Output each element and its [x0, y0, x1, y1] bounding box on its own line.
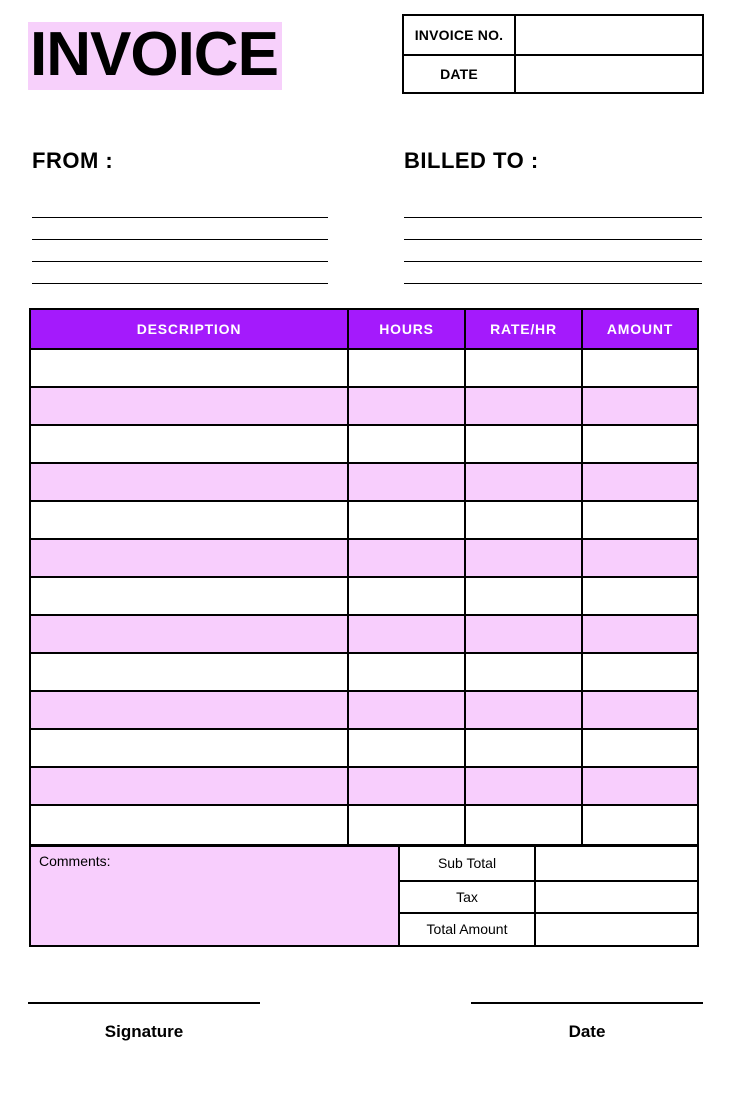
- cell-description[interactable]: [31, 730, 349, 766]
- cell-description[interactable]: [31, 426, 349, 462]
- from-line-4[interactable]: [32, 262, 328, 284]
- invoice-number-label: INVOICE NO.: [404, 16, 516, 54]
- tax-row: [400, 880, 697, 913]
- tax-label: Tax: [400, 882, 536, 913]
- cell-rate[interactable]: [466, 540, 583, 576]
- comments-box[interactable]: [29, 845, 400, 947]
- cell-hours[interactable]: [349, 692, 466, 728]
- table-row[interactable]: [31, 464, 697, 502]
- cell-description[interactable]: [31, 616, 349, 652]
- cell-rate[interactable]: [466, 426, 583, 462]
- from-title: FROM :: [32, 148, 114, 173]
- cell-rate[interactable]: [466, 616, 583, 652]
- line-items-table: [29, 308, 699, 846]
- page-title: INVOICE: [28, 22, 282, 90]
- invoice-date-row: [404, 54, 702, 92]
- from-line-1[interactable]: [32, 196, 328, 218]
- total-amount-value[interactable]: [536, 914, 697, 945]
- table-row[interactable]: [31, 426, 697, 464]
- total-amount-row: [400, 912, 697, 945]
- subtotal-row: [400, 847, 697, 880]
- cell-description[interactable]: [31, 578, 349, 614]
- cell-description[interactable]: [31, 350, 349, 386]
- column-header-rate: RATE/HR: [466, 310, 583, 348]
- table-row[interactable]: [31, 730, 697, 768]
- cell-rate[interactable]: [466, 578, 583, 614]
- comments-label: Comments:: [39, 853, 111, 869]
- from-line-2[interactable]: [32, 218, 328, 240]
- cell-hours[interactable]: [349, 730, 466, 766]
- cell-amount[interactable]: [583, 692, 697, 728]
- table-row[interactable]: [31, 502, 697, 540]
- cell-amount[interactable]: [583, 578, 697, 614]
- from-line-3[interactable]: [32, 240, 328, 262]
- from-block: [32, 148, 328, 284]
- invoice-header: [28, 14, 704, 114]
- cell-amount[interactable]: [583, 730, 697, 766]
- invoice-number-row: [404, 16, 702, 54]
- cell-description[interactable]: [31, 692, 349, 728]
- cell-amount[interactable]: [583, 502, 697, 538]
- table-row[interactable]: [31, 350, 697, 388]
- table-row[interactable]: [31, 540, 697, 578]
- cell-hours[interactable]: [349, 388, 466, 424]
- cell-description[interactable]: [31, 464, 349, 500]
- totals-box: [400, 845, 699, 947]
- cell-rate[interactable]: [466, 388, 583, 424]
- cell-hours[interactable]: [349, 350, 466, 386]
- billed-to-line-3[interactable]: [404, 240, 702, 262]
- signature-section: [0, 1002, 736, 1072]
- cell-amount[interactable]: [583, 540, 697, 576]
- table-row[interactable]: [31, 654, 697, 692]
- invoice-meta-box: [402, 14, 704, 94]
- column-header-hours: HOURS: [349, 310, 466, 348]
- table-row[interactable]: [31, 692, 697, 730]
- cell-amount[interactable]: [583, 464, 697, 500]
- cell-description[interactable]: [31, 388, 349, 424]
- invoice-number-field[interactable]: [516, 16, 702, 54]
- cell-rate[interactable]: [466, 730, 583, 766]
- cell-description[interactable]: [31, 654, 349, 690]
- cell-amount[interactable]: [583, 768, 697, 804]
- cell-rate[interactable]: [466, 806, 583, 844]
- cell-hours[interactable]: [349, 540, 466, 576]
- tax-value[interactable]: [536, 882, 697, 913]
- cell-rate[interactable]: [466, 464, 583, 500]
- cell-hours[interactable]: [349, 654, 466, 690]
- total-amount-label: Total Amount: [400, 914, 536, 945]
- cell-amount[interactable]: [583, 350, 697, 386]
- cell-hours[interactable]: [349, 502, 466, 538]
- cell-rate[interactable]: [466, 654, 583, 690]
- column-header-amount: AMOUNT: [606, 321, 674, 337]
- date-label: Date: [568, 1022, 606, 1041]
- cell-amount[interactable]: [583, 806, 697, 844]
- cell-amount[interactable]: [583, 616, 697, 652]
- table-row[interactable]: [31, 768, 697, 806]
- cell-hours[interactable]: [349, 616, 466, 652]
- invoice-date-field[interactable]: [516, 56, 702, 92]
- cell-hours[interactable]: [349, 426, 466, 462]
- summary-section: [29, 845, 699, 947]
- subtotal-label: Sub Total: [400, 847, 536, 880]
- cell-amount[interactable]: [583, 654, 697, 690]
- cell-rate[interactable]: [466, 768, 583, 804]
- date-line[interactable]: [471, 1002, 703, 1004]
- cell-description[interactable]: [31, 502, 349, 538]
- table-header-row: [31, 310, 697, 350]
- invoice-date-label: DATE: [404, 56, 516, 92]
- cell-amount[interactable]: [583, 388, 697, 424]
- billed-to-line-4[interactable]: [404, 262, 702, 284]
- table-row[interactable]: [31, 388, 697, 426]
- cell-description[interactable]: [31, 768, 349, 804]
- date-block: [471, 1002, 703, 1042]
- billed-to-lines: [404, 196, 702, 284]
- billed-to-line-1[interactable]: [404, 196, 702, 218]
- cell-hours[interactable]: [349, 464, 466, 500]
- cell-rate[interactable]: [466, 502, 583, 538]
- column-header-description: DESCRIPTION: [31, 310, 349, 348]
- cell-description[interactable]: [31, 540, 349, 576]
- table-row[interactable]: [31, 616, 697, 654]
- cell-hours[interactable]: [349, 578, 466, 614]
- cell-description[interactable]: [31, 806, 349, 844]
- table-row[interactable]: [31, 806, 697, 844]
- from-lines: [32, 196, 328, 284]
- signature-block: [28, 1002, 260, 1042]
- cell-rate[interactable]: [466, 692, 583, 728]
- cell-hours[interactable]: [349, 806, 466, 844]
- signature-label: Signature: [104, 1022, 184, 1041]
- billed-to-block: [404, 148, 702, 284]
- cell-hours[interactable]: [349, 768, 466, 804]
- billed-to-title: BILLED TO :: [404, 148, 539, 173]
- cell-rate[interactable]: [466, 350, 583, 386]
- table-row[interactable]: [31, 578, 697, 616]
- billed-to-line-2[interactable]: [404, 218, 702, 240]
- signature-line[interactable]: [28, 1002, 260, 1004]
- subtotal-value[interactable]: [536, 847, 697, 880]
- cell-amount[interactable]: [583, 426, 697, 462]
